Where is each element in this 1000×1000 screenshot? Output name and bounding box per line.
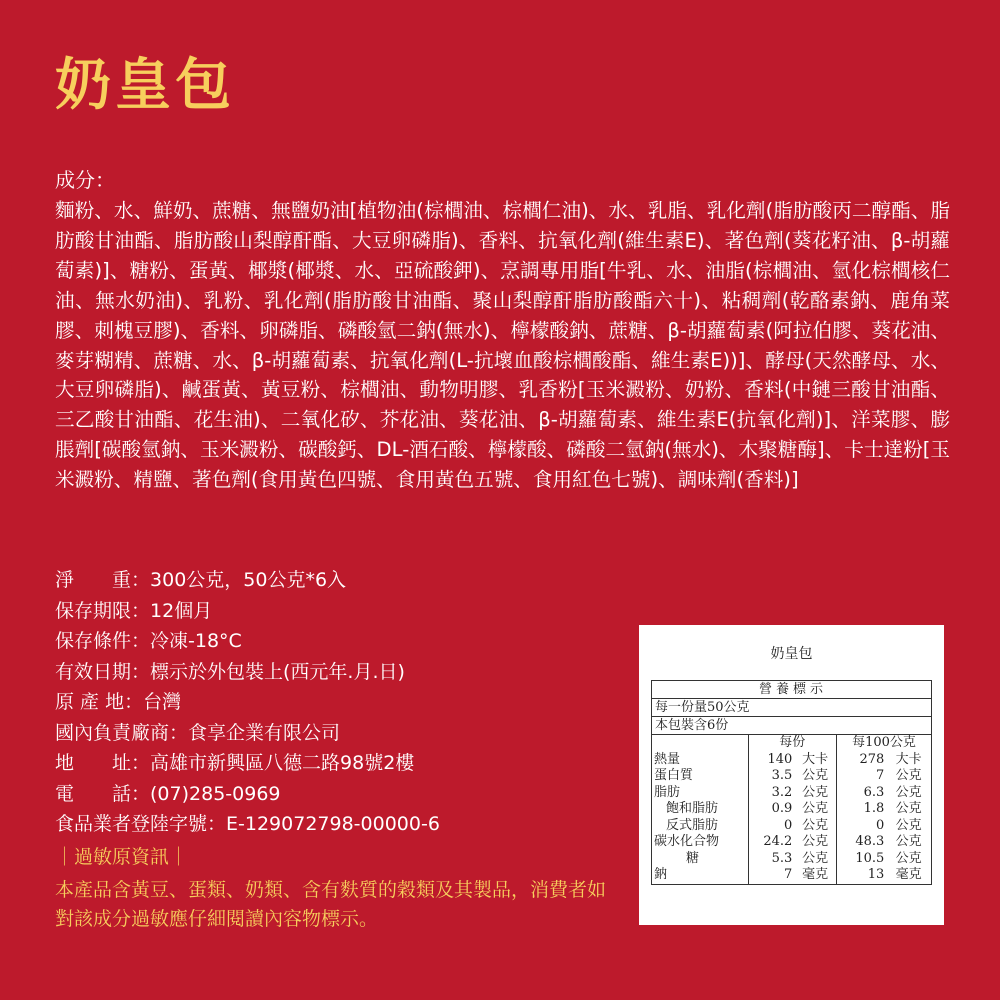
per-100g-unit: 公克 — [895, 784, 922, 800]
per-100g-value: 1.8 — [863, 801, 885, 817]
per-100g-unit: 公克 — [895, 801, 922, 817]
nutrition-product-name: 奶皇包 — [770, 646, 813, 662]
info-key: 電 話： — [55, 782, 151, 805]
nutrient-name: 脂肪 — [652, 785, 748, 802]
nutrition-row — [652, 867, 931, 884]
info-row-phone — [55, 779, 615, 810]
per-100g-unit: 公克 — [895, 768, 922, 784]
nutrition-label — [639, 625, 944, 925]
per-100g-value: 7 — [875, 768, 885, 784]
info-row-registration — [55, 809, 615, 840]
per-serving-unit: 公克 — [794, 851, 836, 868]
serving-size: 每一份量50公克 — [652, 699, 931, 717]
per-serving-unit: 公克 — [794, 818, 836, 835]
info-row-origin — [55, 687, 615, 718]
info-value: 300公克，50公克*6入 — [150, 569, 347, 591]
info-row-expiry — [55, 657, 615, 688]
per-serving-unit: 公克 — [794, 801, 836, 818]
nutrient-name: 糖 — [652, 851, 748, 868]
allergen-heading: ｜過敏原資訊｜ — [55, 846, 189, 868]
info-value: 台灣 — [143, 691, 182, 713]
nutrition-row — [652, 851, 931, 868]
info-key: 食品業者登陸字號： — [55, 813, 227, 835]
info-value: 標示於外包裝上(西元年.月.日) — [150, 660, 405, 683]
per-100g-unit: 公克 — [895, 817, 922, 833]
info-row-address — [55, 748, 615, 779]
ingredients-text: 麵粉、水、鮮奶、蔗糖、無鹽奶油[植物油(棕櫚油、棕櫚仁油)、水、乳脂、乳化劑(脂肪酸丙二醇酯、脂肪酸甘油酯、脂肪酸山梨醇酐酯、大豆卵磷脂)、香料、抗氧化劑(維生素E)、著色劑(葵花籽油、β-胡蘿蔔素)]、糖粉、蛋黃、椰漿(椰漿、水、亞硫酸鉀)、烹調專用脂[牛乳、水、油脂(棕櫚油、氫化棕櫚核仁油、無水奶油)、乳粉、乳化劑(脂肪酸甘油酯、聚山梨醇酐脂肪酸酯六十)、粘稠劑(乾酪素鈉、鹿角菜膠、刺槐豆膠)、香料、卵磷脂、磷酸氫二鈉(無水)、檸檬酸鈉、蔗糖、β-胡蘿蔔素(阿拉伯膠、葵花油、麥芽糊精、蔗糖、水、β-胡蘿蔔素、抗氧化劑(L-抗壞血酸棕櫚酸酯、維生素E))]、酵母(天然酵母、水、大豆卵磷脂)、鹹蛋黃、黃豆粉、棕櫚油、動物明膠、乳香粉[玉米澱粉、奶粉、香料(中鏈三酸甘油酯、三乙酸甘油酯、花生油)、二氧化矽、芥花油、葵花油、β-胡蘿蔔素、維生素E(抗氧化劑)]、洋菜膠、膨脹劑[碳酸氫鈉、玉米澱粉、碳酸鈣、DL-酒石酸、檸檬酸、磷酸二氫鈉(無水)、木聚糖酶]、卡士達粉[玉米澱粉、精鹽、著色劑(食用黃色四號、食用黃色五號、食用紅色七號)、調味劑(香料)] — [55, 199, 950, 492]
nutrient-name: 碳水化合物 — [652, 834, 748, 851]
nutrition-header: 營養標示 — [652, 681, 931, 699]
ingredients-label: 成分： — [55, 168, 115, 192]
info-value: 高雄市新興區八德二路98號2樓 — [150, 752, 415, 774]
nutrition-row — [652, 768, 931, 785]
col-per-100g: 每100公克 — [852, 735, 916, 751]
per-serving-value: 24.2 — [763, 834, 793, 850]
info-row-manufacturer — [55, 718, 615, 749]
info-row-storage — [55, 626, 615, 657]
per-serving-value: 0.9 — [771, 801, 793, 817]
col-per-serving: 每份 — [748, 735, 836, 752]
per-100g-unit: 毫克 — [895, 867, 922, 883]
allergen-text: 本產品含黃豆、蛋類、奶類、含有麩質的穀類及其製品，消費者如對該成分過敏應仔細閱讀內容物標示。 — [55, 879, 607, 930]
info-row-shelf-life — [55, 596, 615, 627]
per-100g-value: 6.3 — [863, 784, 885, 800]
info-key: 原 產 地： — [55, 691, 144, 713]
product-title: 奶皇包 — [55, 53, 235, 118]
per-serving-value: 140 — [767, 751, 793, 767]
nutrient-name: 飽和脂肪 — [652, 801, 748, 818]
per-serving-unit: 公克 — [794, 834, 836, 851]
info-key: 國內負責廠商： — [55, 721, 189, 744]
info-key: 保存條件： — [55, 630, 151, 652]
per-100g-unit: 公克 — [895, 834, 922, 850]
info-value: 冷凍-18°C — [150, 630, 242, 652]
nutrient-name: 熱量 — [652, 752, 748, 769]
per-serving-value: 3.2 — [771, 784, 793, 800]
per-100g-value: 48.3 — [855, 834, 885, 850]
per-100g-unit: 大卡 — [895, 751, 922, 767]
nutrition-row — [652, 785, 931, 802]
info-value: (07)285-0969 — [150, 782, 281, 805]
per-serving-value: 7 — [784, 867, 793, 883]
per-serving-unit: 公克 — [794, 768, 836, 785]
per-serving-unit: 大卡 — [794, 752, 836, 769]
per-serving-value: 5.3 — [771, 850, 793, 866]
nutrition-row — [652, 801, 931, 818]
info-key: 地 址： — [55, 752, 151, 774]
info-value: 12個月 — [150, 599, 213, 622]
per-serving-value: 3.5 — [771, 768, 793, 784]
per-100g-value: 278 — [859, 751, 885, 767]
nutrition-column-header — [652, 735, 931, 752]
info-row-net-weight — [55, 565, 615, 596]
info-key: 保存期限： — [55, 599, 151, 622]
per-100g-value: 13 — [867, 867, 885, 883]
nutrient-name: 鈉 — [652, 867, 748, 884]
product-info-list — [55, 565, 615, 840]
per-100g-unit: 公克 — [895, 850, 922, 866]
nutrition-row — [652, 834, 931, 851]
per-serving-value: 0 — [784, 817, 793, 833]
nutrient-name: 蛋白質 — [652, 768, 748, 785]
nutrition-table-box — [651, 680, 932, 885]
per-serving-unit: 公克 — [794, 785, 836, 802]
per-serving-unit: 毫克 — [794, 867, 836, 884]
servings-per-package: 本包裝含6份 — [652, 717, 931, 735]
nutrition-table — [652, 735, 931, 884]
info-key: 有效日期： — [55, 660, 151, 683]
info-value: E-129072798-00000-6 — [226, 813, 440, 835]
nutrition-row — [652, 752, 931, 769]
info-value: 食享企業有限公司 — [188, 721, 341, 744]
per-100g-value: 10.5 — [855, 850, 885, 866]
nutrient-name: 反式脂肪 — [652, 818, 748, 835]
info-key: 淨 重： — [55, 569, 151, 591]
nutrition-row — [652, 818, 931, 835]
allergen-section — [55, 843, 615, 934]
per-100g-value: 0 — [875, 817, 885, 833]
